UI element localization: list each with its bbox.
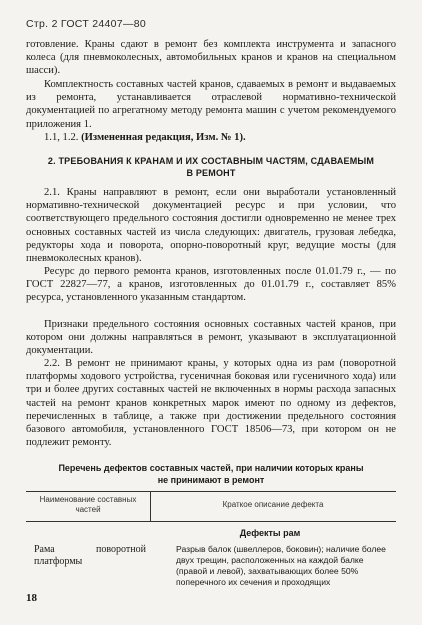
page-number: 18: [26, 592, 37, 604]
intro-paragraph-2: Комплектность составных частей кранов, сдаваемых в ремонт и выдаваемых из ремонта, устанавливается отраслевой нормативно-технической документацией по агрегатному методу ремонта машин с учетом рекомендуемого приложения 1.: [26, 79, 396, 130]
amendment-ref: 1.1, 1.2.: [44, 132, 82, 143]
intro-paragraph-3: [26, 131, 396, 144]
table-title-line-1: Перечень дефектов составных частей, при наличии которых краны: [58, 463, 364, 473]
table-row-name: Рама поворотной платформы: [34, 544, 146, 567]
table-title-line-2: не принимают в ремонт: [157, 475, 265, 485]
paragraph-signs: Признаки предельного состояния основных составных частей кранов, при котором они должны направляться в ремонт, указывают в эксплуатационной документации.: [26, 319, 396, 357]
table-header-description: Краткое описание дефекта: [222, 500, 324, 509]
table-column-divider: [150, 491, 151, 521]
table-top-rule: [26, 491, 396, 492]
table-header-rule: [26, 521, 396, 522]
intro-paragraph-1: готовление. Краны сдают в ремонт без комплекта инструмента и запасного колеса (для пневмоколесных, автомобильных кранов и кранов на специальном шасси).: [26, 39, 396, 77]
page-header: Стр. 2 ГОСТ 24407—80: [26, 18, 147, 30]
table-title: [26, 462, 396, 486]
section-title: [26, 155, 396, 179]
section-title-line-1: 2. ТРЕБОВАНИЯ К КРАНАМ И ИХ СОСТАВНЫМ ЧАСТЯМ, СДАВАЕМЫМ: [47, 156, 375, 166]
section-title-line-2: В РЕМОНТ: [186, 168, 236, 178]
table-header-name: Наименование составных частей: [39, 495, 137, 514]
paragraph-2-1: 2.1. Краны направляют в ремонт, если они выработали установленный нормативно-технической документацией ресурс и при условии, что соответствующего предельного состояния достигли одновременно не менее трех основных составных частей из числа следующих: двигатель, грузовая лебедка, редукторы хода и поворота, опорно-поворотный круг, ведущие мосты (для пневмоколесных кранов).: [26, 187, 396, 265]
paragraph-2-2: 2.2. В ремонт не принимают краны, у которых одна из рам (поворотной платформы ходового устройства, гусеничная боковая или гусеничного хода) или три и более других составных частей не включенных в нормы расхода запасных частей на ремонт кранов конкретных марок имеют по одному из дефектов, перечисленных в таблице, а также при достижении предельного состояния базового автомобиля, установленного ГОСТ 18506—73, при котором он не подлежит ремонту.: [26, 358, 396, 449]
amendment-note: (Измененная редакция, Изм. № 1).: [81, 132, 246, 143]
table-group-heading: Дефекты рам: [239, 528, 301, 538]
table-row-description: Разрыв балок (швеллеров, боковин); наличие более двух трещин, расположенных на каждой балке (правой и левой), захватывающих более 50% поперечного их сечения и проходящих: [176, 544, 386, 587]
paragraph-resource: Ресурс до первого ремонта кранов, изготовленных после 01.01.79 г., — по ГОСТ 22827—77, а кранов, изготовленных до 01.01.79 г., составляет 85% ресурса, установленного указанным стандартом.: [26, 266, 396, 304]
